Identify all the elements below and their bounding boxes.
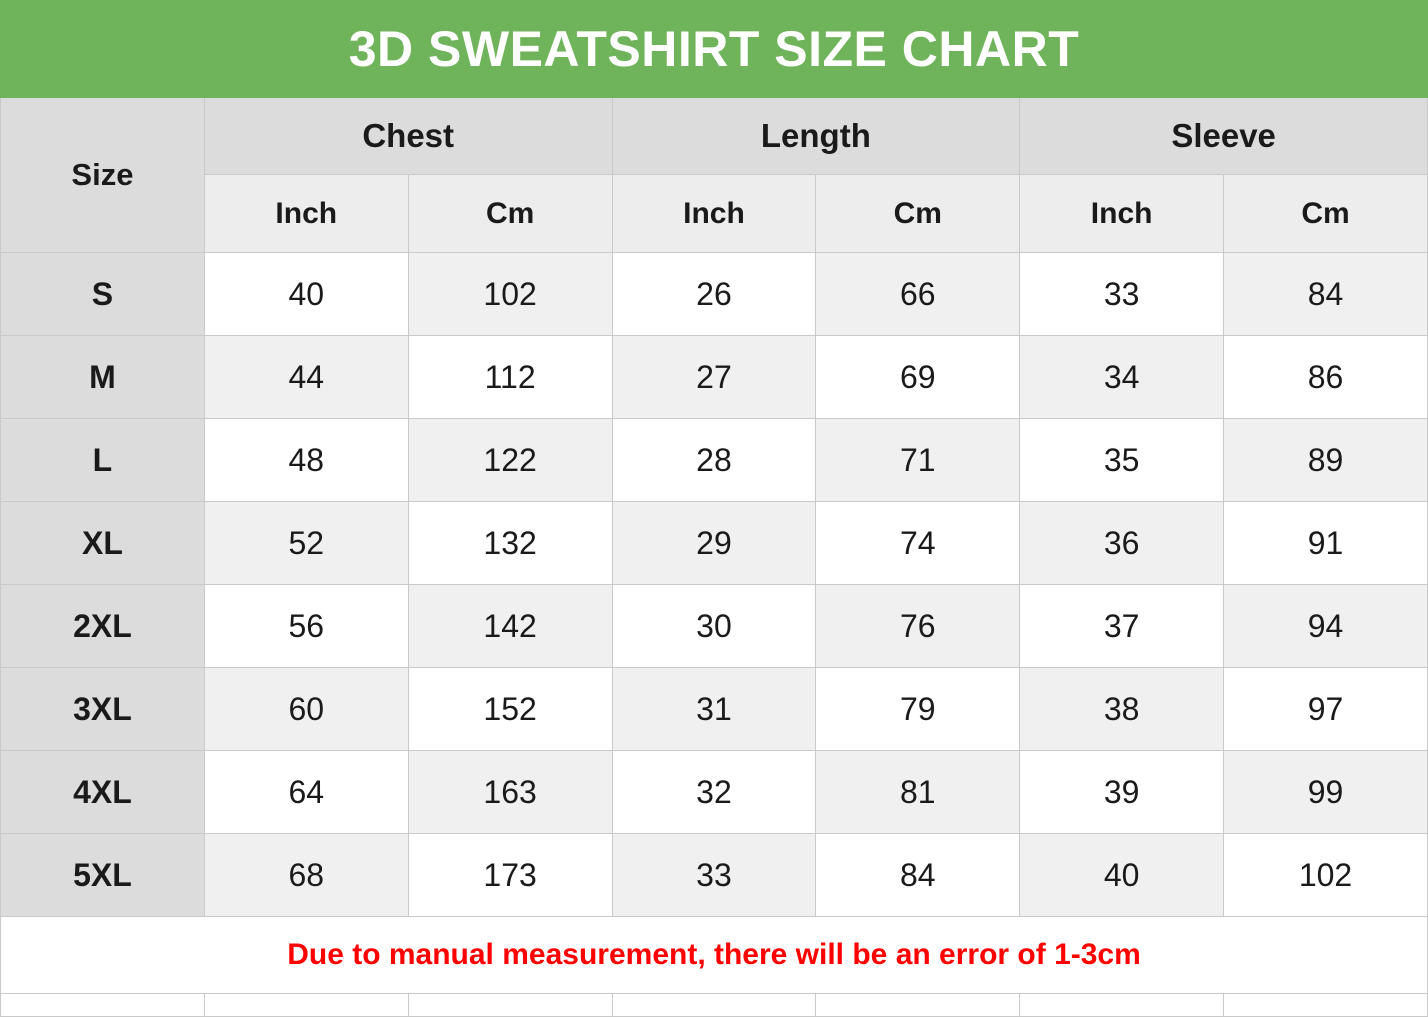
row-size-label: 4XL xyxy=(1,751,205,834)
cell-sleeve-inch: 38 xyxy=(1020,668,1224,751)
cell-length-inch: 32 xyxy=(612,751,816,834)
unit-header-chest-cm: Cm xyxy=(408,175,612,253)
cell-chest-cm: 163 xyxy=(408,751,612,834)
cell-sleeve-cm: 86 xyxy=(1224,336,1428,419)
unit-header-length-cm: Cm xyxy=(816,175,1020,253)
filler-cell xyxy=(816,994,1020,1017)
cell-chest-inch: 48 xyxy=(204,419,408,502)
group-header-length: Length xyxy=(612,98,1020,175)
table-row xyxy=(1,834,1428,917)
cell-sleeve-cm: 102 xyxy=(1224,834,1428,917)
cell-chest-inch: 64 xyxy=(204,751,408,834)
row-size-label: 5XL xyxy=(1,834,205,917)
cell-sleeve-cm: 84 xyxy=(1224,253,1428,336)
cell-chest-inch: 52 xyxy=(204,502,408,585)
filler-cell xyxy=(1224,994,1428,1017)
cell-chest-cm: 152 xyxy=(408,668,612,751)
cell-sleeve-cm: 89 xyxy=(1224,419,1428,502)
cell-length-inch: 28 xyxy=(612,419,816,502)
unit-header-row xyxy=(1,175,1428,253)
chart-title: 3D SWEATSHIRT SIZE CHART xyxy=(1,1,1428,98)
cell-length-inch: 29 xyxy=(612,502,816,585)
row-size-label: M xyxy=(1,336,205,419)
cell-length-cm: 71 xyxy=(816,419,1020,502)
unit-header-sleeve-cm: Cm xyxy=(1224,175,1428,253)
cell-sleeve-cm: 97 xyxy=(1224,668,1428,751)
group-header-sleeve: Sleeve xyxy=(1020,98,1428,175)
cell-sleeve-inch: 35 xyxy=(1020,419,1224,502)
cell-length-cm: 76 xyxy=(816,585,1020,668)
cell-sleeve-inch: 33 xyxy=(1020,253,1224,336)
row-size-label: 2XL xyxy=(1,585,205,668)
filler-cell xyxy=(408,994,612,1017)
cell-length-inch: 26 xyxy=(612,253,816,336)
group-header-row xyxy=(1,98,1428,175)
filler-cell xyxy=(612,994,816,1017)
cell-length-cm: 74 xyxy=(816,502,1020,585)
cell-chest-inch: 40 xyxy=(204,253,408,336)
row-size-label: S xyxy=(1,253,205,336)
cell-chest-inch: 44 xyxy=(204,336,408,419)
cell-length-cm: 84 xyxy=(816,834,1020,917)
cell-length-inch: 31 xyxy=(612,668,816,751)
bottom-filler-row xyxy=(1,994,1428,1017)
cell-chest-inch: 60 xyxy=(204,668,408,751)
unit-header-length-inch: Inch xyxy=(612,175,816,253)
unit-header-chest-inch: Inch xyxy=(204,175,408,253)
cell-chest-cm: 142 xyxy=(408,585,612,668)
cell-length-inch: 33 xyxy=(612,834,816,917)
cell-length-cm: 81 xyxy=(816,751,1020,834)
cell-chest-cm: 112 xyxy=(408,336,612,419)
row-size-label: XL xyxy=(1,502,205,585)
cell-chest-inch: 56 xyxy=(204,585,408,668)
table-row xyxy=(1,502,1428,585)
table-row xyxy=(1,253,1428,336)
filler-cell xyxy=(204,994,408,1017)
cell-chest-cm: 132 xyxy=(408,502,612,585)
cell-length-inch: 27 xyxy=(612,336,816,419)
cell-length-cm: 79 xyxy=(816,668,1020,751)
note-row xyxy=(1,917,1428,994)
filler-cell xyxy=(1020,994,1224,1017)
cell-sleeve-inch: 34 xyxy=(1020,336,1224,419)
cell-sleeve-inch: 39 xyxy=(1020,751,1224,834)
cell-sleeve-cm: 94 xyxy=(1224,585,1428,668)
cell-sleeve-cm: 91 xyxy=(1224,502,1428,585)
title-row xyxy=(1,1,1428,98)
cell-chest-cm: 173 xyxy=(408,834,612,917)
table-row xyxy=(1,668,1428,751)
measurement-note: Due to manual measurement, there will be an error of 1-3cm xyxy=(1,917,1428,994)
table-row xyxy=(1,336,1428,419)
cell-sleeve-inch: 36 xyxy=(1020,502,1224,585)
table-row xyxy=(1,585,1428,668)
cell-sleeve-inch: 37 xyxy=(1020,585,1224,668)
table-row xyxy=(1,419,1428,502)
row-size-label: 3XL xyxy=(1,668,205,751)
cell-length-inch: 30 xyxy=(612,585,816,668)
cell-chest-cm: 102 xyxy=(408,253,612,336)
cell-sleeve-inch: 40 xyxy=(1020,834,1224,917)
size-column-header: Size xyxy=(1,98,205,253)
unit-header-sleeve-inch: Inch xyxy=(1020,175,1224,253)
cell-length-cm: 69 xyxy=(816,336,1020,419)
cell-length-cm: 66 xyxy=(816,253,1020,336)
table-row xyxy=(1,751,1428,834)
row-size-label: L xyxy=(1,419,205,502)
cell-chest-inch: 68 xyxy=(204,834,408,917)
cell-chest-cm: 122 xyxy=(408,419,612,502)
filler-cell xyxy=(1,994,205,1017)
cell-sleeve-cm: 99 xyxy=(1224,751,1428,834)
group-header-chest: Chest xyxy=(204,98,612,175)
